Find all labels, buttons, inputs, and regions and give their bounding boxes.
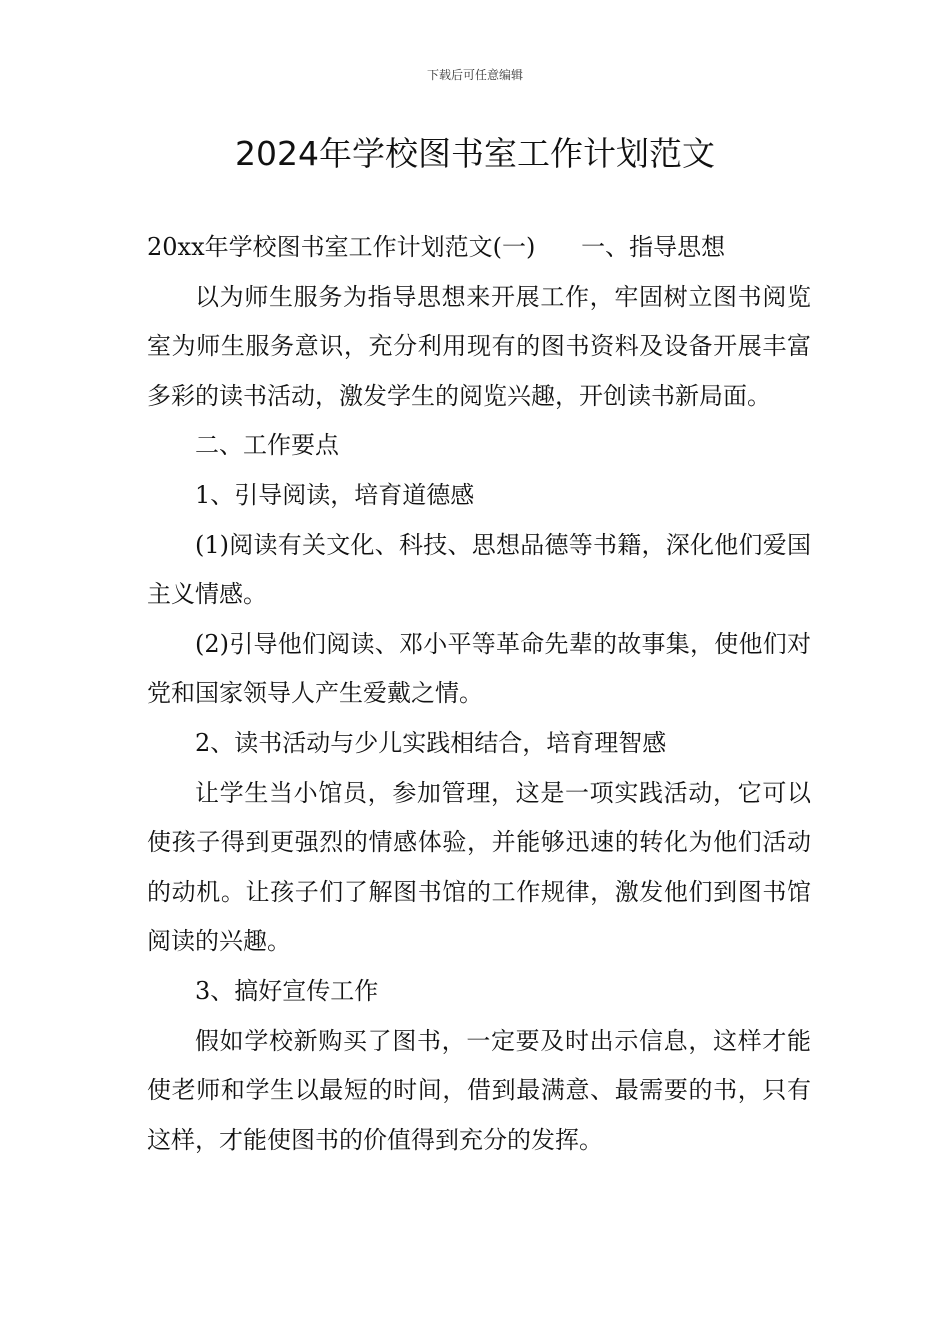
paragraph-point-3: 假如学校新购买了图书，一定要及时出示信息，这样才能使老师和学生以最短的时间，借到最满意、最需要的书，只有这样，才能使图书的价值得到充分的发挥。 <box>147 1026 811 1154</box>
heading-point-3: 3、搞好宣传工作 <box>195 976 379 1005</box>
paragraph-guiding-thought: 以为师生服务为指导思想来开展工作，牢固树立图书阅览室为师生服务意识，充分利用现有的图书资料及设备开展丰富多彩的读书活动，激发学生的阅览兴趣，开创读书新局面。 <box>147 282 811 410</box>
paragraph-intro: 20xx年学校图书室工作计划范文(一) 一、指导思想 <box>147 233 726 261</box>
page-title: 2024年学校图书室工作计划范文 <box>235 134 715 173</box>
paragraph-point-2: 让学生当小馆员，参加管理，这是一项实践活动，它可以使孩子得到更强烈的情感体验，并能够迅速的转化为他们活动的动机。让孩子们了解图书馆的工作规律，激发他们到图书馆阅读的兴趣。 <box>147 778 811 956</box>
paragraph-point-1-1: (1)阅读有关文化、科技、思想品德等书籍，深化他们爱国主义情感。 <box>147 530 811 609</box>
header-note: 下载后可任意编辑 <box>426 68 523 82</box>
heading-point-1: 1、引导阅读，培育道德感 <box>195 480 475 509</box>
heading-work-points: 二、工作要点 <box>195 431 339 460</box>
heading-point-2: 2、读书活动与少儿实践相结合，培育理智感 <box>195 728 667 757</box>
paragraph-point-1-2: (2)引导他们阅读、邓小平等革命先辈的故事集，使他们对党和国家领导人产生爱戴之情。 <box>147 629 811 708</box>
document-body <box>147 223 811 1165</box>
